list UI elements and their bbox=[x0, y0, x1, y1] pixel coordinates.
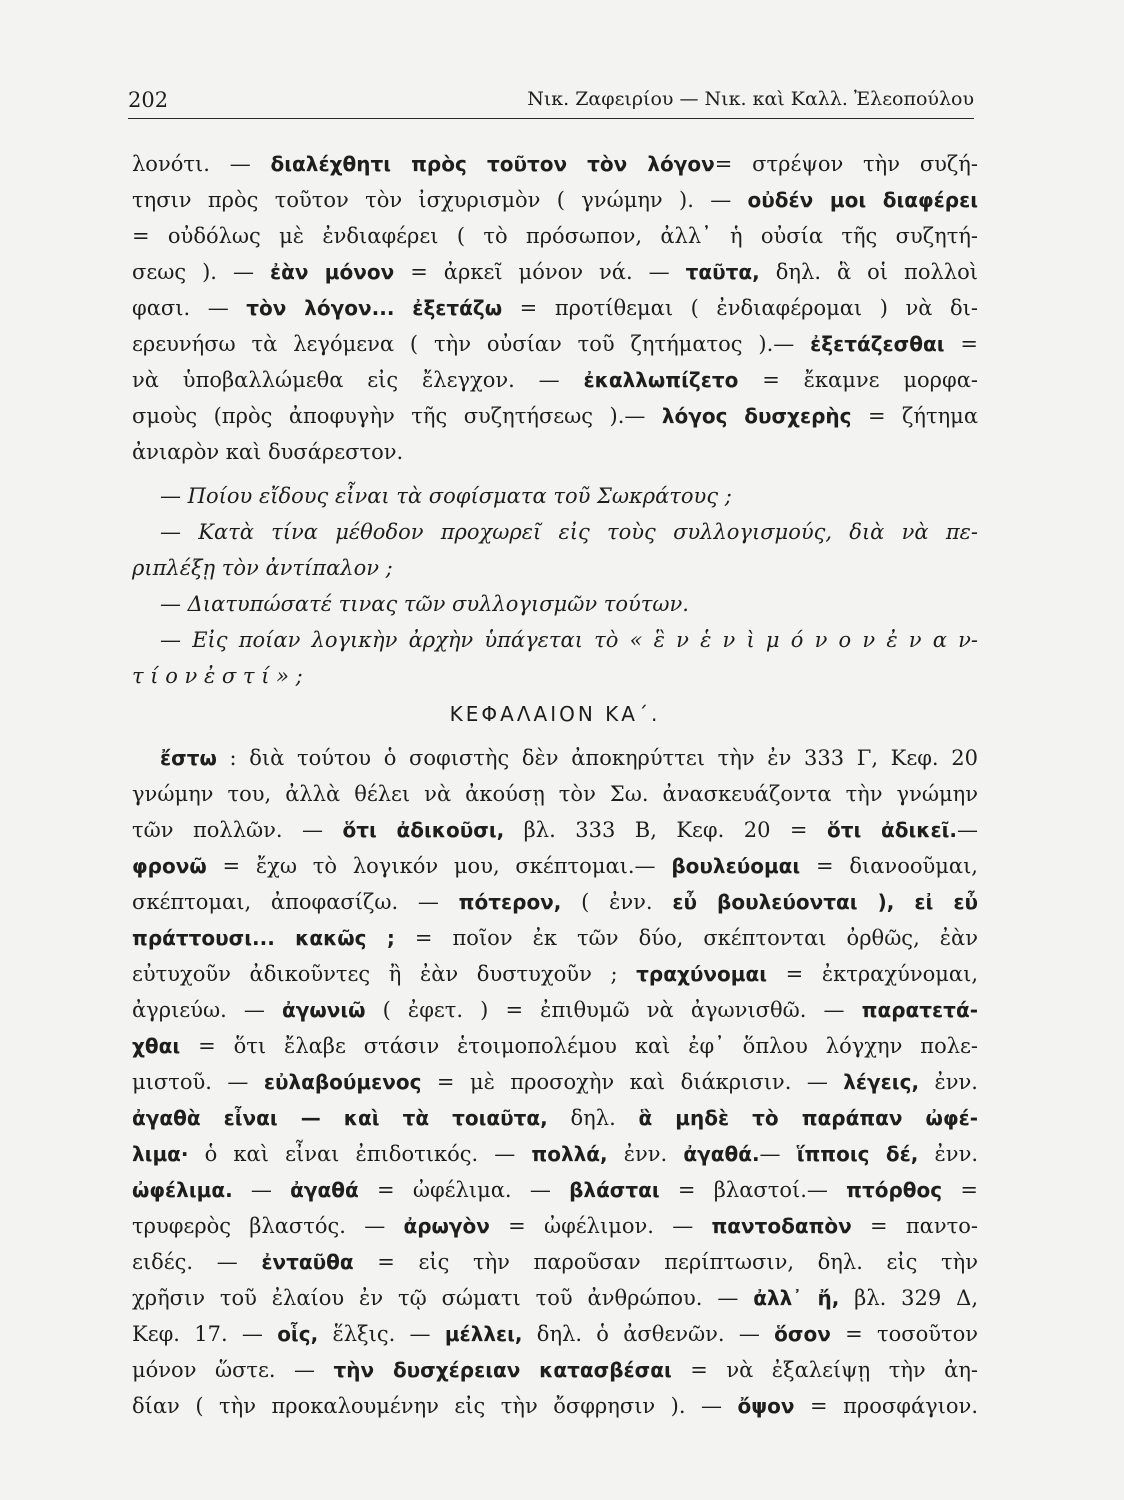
headword: ἀγαθὰ εἶναι — καὶ τὰ τοιαῦτα, bbox=[132, 1106, 548, 1130]
text-line: εὐτυχοῦν ἀδικοῦντες ἢ ἐὰν δυστυχοῦν ; τραχύνομαι = ἐκτραχύνομαι, bbox=[132, 962, 979, 986]
headword: πολλά, bbox=[531, 1142, 608, 1166]
headword: λέγεις, bbox=[843, 1070, 920, 1094]
text-line: χθαι = ὅτι ἔλαβε στάσιν ἑτοιμοπολέμου καὶ ἐφ᾽ ὅπλου λόγχην πολε- bbox=[132, 1034, 978, 1058]
headword: ἔστω bbox=[160, 746, 217, 770]
text-line: μιστοῦ. — εὐλαβούμενος = μὲ προσοχὴν καὶ διάκρισιν. — λέγεις, ἐνν. bbox=[132, 1070, 978, 1094]
text-line: ειδές. — ἐνταῦθα = εἰς τὴν παροῦσαν περίπτωσιν, δηλ. εἰς τὴν bbox=[132, 1250, 978, 1274]
headword: τραχύνομαι bbox=[636, 962, 767, 986]
headword: ἀρωγὸν bbox=[403, 1214, 490, 1238]
running-head: Νικ. Ζαφειρίου — Νικ. καὶ Καλλ. Ἐλεοπούλου bbox=[527, 88, 974, 110]
headword: ἀγαθά. bbox=[683, 1142, 760, 1166]
text-line: ριπλέξῃ τὸν ἀντίπαλον ; bbox=[132, 556, 393, 580]
text-line: ὠφέλιμα. — ἀγαθά = ὠφέλιμα. — βλάσται = βλαστοί.— πτόρθος = bbox=[132, 1178, 978, 1202]
text-line: λιμα· ὁ καὶ εἶναι ἐπιδοτικός. — πολλά, ἐνν. ἀγαθά.— ἵπποις δέ, ἐνν. bbox=[132, 1142, 979, 1166]
headword: ἐὰν μόνον bbox=[269, 260, 395, 284]
headword: ἀγαθά bbox=[290, 1178, 359, 1202]
headword: οἷς, bbox=[277, 1322, 319, 1346]
text-line: τῶν πολλῶν. — ὅτι ἀδικοῦσι, βλ. 333 Β, Κεφ. 20 = ὅτι ἀδικεῖ.— bbox=[132, 818, 978, 842]
chapter-heading: ΚΕΦΑΛΑΙΟΝ ΚΑ΄. bbox=[449, 702, 661, 726]
text-line: Κεφ. 17. — οἷς, ἕλξις. — μέλλει, δηλ. ὁ ἀσθενῶν. — ὅσον = τοσοῦτον bbox=[132, 1322, 979, 1346]
headword: ὅτι ἀδικεῖ. bbox=[826, 818, 957, 842]
headword: διαλέχθητι πρὸς τοῦτον τὸν λόγον bbox=[270, 152, 715, 176]
text-line: μόνον ὥστε. — τὴν δυσχέρειαν κατασβέσαι = νὰ ἐξαλείψῃ τὴν ἀη- bbox=[132, 1358, 979, 1382]
headword: ταῦτα, bbox=[685, 260, 760, 284]
text-line: δίαν ( τὴν προκαλουμένην εἰς τὴν ὄσφρησιν ). — ὄψον = προσφάγιον. bbox=[132, 1394, 978, 1418]
text-line: σεως ). — ἐὰν μόνον = ἀρκεῖ μόνον νά. — ταῦτα, δηλ. ἃ οἱ πολλοὶ bbox=[132, 260, 978, 284]
headword: παρατετά- bbox=[861, 998, 978, 1022]
text-line: τ ί ο ν ἐ σ τ ί » ; bbox=[132, 664, 303, 688]
text-line: ἀγαθὰ εἶναι — καὶ τὰ τοιαῦτα, δηλ. ἃ μηδὲ τὸ παράπαν ὠφέ- bbox=[132, 1106, 979, 1130]
headword: ἐξετάζεσθαι bbox=[810, 332, 945, 356]
headword: φρονῶ bbox=[132, 854, 207, 878]
headword: ὅσον bbox=[774, 1322, 831, 1346]
headword: τὸν λόγον... ἐξετάζω bbox=[246, 296, 503, 320]
text-line: — Διατυπώσατέ τινας τῶν συλλογισμῶν τούτων. bbox=[160, 592, 689, 616]
text-line: φρονῶ = ἔχω τὸ λογικόν μου, σκέπτομαι.— βουλεύομαι = διανοοῦμαι, bbox=[132, 854, 978, 878]
headword: ὅτι ἀδικοῦσι, bbox=[342, 818, 505, 842]
text-line: λονότι. — διαλέχθητι πρὸς τοῦτον τὸν λόγον= στρέψον τὴν συζή- bbox=[132, 152, 978, 176]
text-line: — Ποίου εἴδους εἶναι τὰ σοφίσματα τοῦ Σωκράτους ; bbox=[160, 484, 732, 508]
text-line: πράττουσι... κακῶς ; = ποῖον ἐκ τῶν δύο, σκέπτονται ὀρθῶς, ἐὰν bbox=[132, 926, 978, 950]
text-line: γνώμην του, ἀλλὰ θέλει νὰ ἀκούσῃ τὸν Σω. ἀνασκευάζοντα τὴν γνώμην bbox=[132, 782, 978, 806]
text-line: ἀνιαρὸν καὶ δυσάρεστον. bbox=[132, 440, 404, 464]
text-line: ερευνήσω τὰ λεγόμενα ( τὴν οὐσίαν τοῦ ζητήματος ).— ἐξετάζεσθαι = bbox=[132, 332, 978, 356]
text-line: σμοὺς (πρὸς ἀποφυγὴν τῆς συζητήσεως ).— λόγος δυσχερὴς = ζήτημα bbox=[132, 404, 979, 428]
headword: ἀγωνιῶ bbox=[281, 998, 366, 1022]
headword: βουλεύομαι bbox=[671, 854, 801, 878]
page-number: 202 bbox=[128, 88, 169, 112]
headword: πράττουσι... κακῶς ; bbox=[132, 926, 395, 950]
headword: παντοδαπὸν bbox=[711, 1214, 852, 1238]
headword: βλάσται bbox=[569, 1178, 660, 1202]
text-line: — Εἰς ποίαν λογικὴν ἀρχὴν ὑπάγεται τὸ « ἓ ν ἑ ν ὶ μ ό ν ο ν ἐ ν α ν- bbox=[160, 628, 978, 652]
text-line: τησιν πρὸς τοῦτον τὸν ἰσχυρισμὸν ( γνώμην ). — οὐδέν μοι διαφέρει bbox=[132, 188, 978, 212]
headword: μέλλει, bbox=[444, 1322, 523, 1346]
headword: πτόρθος bbox=[846, 1178, 943, 1202]
text-line: φασι. — τὸν λόγον... ἐξετάζω = προτίθεμαι ( ἐνδιαφέρομαι ) νὰ δι- bbox=[132, 296, 978, 320]
headword: οὐδέν μοι διαφέρει bbox=[747, 188, 978, 212]
text-line: νὰ ὑποβαλλώμεθα εἰς ἔλεγχον. — ἐκαλλωπίζετο = ἔκαμνε μορφα- bbox=[132, 368, 978, 392]
text-line: σκέπτομαι, ἀποφασίζω. — πότερον, ( ἐνν. εὖ βουλεύονται ), εἰ εὖ bbox=[132, 890, 978, 914]
headword: ἐνταῦθα bbox=[261, 1250, 354, 1274]
headword: πότερον, bbox=[458, 890, 562, 914]
page-header bbox=[128, 82, 974, 119]
text-line: — Κατὰ τίνα μέθοδον προχωρεῖ εἰς τοὺς συλλογισμούς, διὰ νὰ πε- bbox=[160, 520, 978, 544]
headword: χθαι bbox=[132, 1034, 181, 1058]
headword: λιμα· bbox=[132, 1142, 189, 1166]
headword: ἀλλ᾽ ἤ, bbox=[753, 1286, 840, 1310]
headword: λόγος δυσχερὴς bbox=[661, 404, 852, 428]
headword: ὄψον bbox=[737, 1394, 795, 1418]
headword: ἃ μηδὲ τὸ παράπαν ὠφέ- bbox=[638, 1106, 979, 1130]
text-line: τρυφερὸς βλαστός. — ἀρωγὸν = ὠφέλιμον. — παντοδαπὸν = παντο- bbox=[132, 1214, 978, 1238]
text-line: = οὐδόλως μὲ ἐνδιαφέρει ( τὸ πρόσωπον, ἀλλ᾽ ἡ οὐσία τῆς συζητή- bbox=[132, 224, 978, 248]
text-line: χρῆσιν τοῦ ἐλαίου ἐν τῷ σώματι τοῦ ἀνθρώπου. — ἀλλ᾽ ἤ, βλ. 329 Δ, bbox=[132, 1286, 978, 1310]
headword: ὠφέλιμα. bbox=[132, 1178, 233, 1202]
text-line: ἔστω : διὰ τούτου ὁ σοφιστὴς δὲν ἀποκηρύττει τὴν ἐν 333 Γ, Κεφ. 20 bbox=[160, 746, 978, 770]
headword: εὖ βουλεύονται ), εἰ εὖ bbox=[672, 890, 978, 914]
headword: εὐλαβούμενος bbox=[263, 1070, 422, 1094]
headword: ἐκαλλωπίζετο bbox=[583, 368, 739, 392]
text-line: ἀγριεύω. — ἀγωνιῶ ( ἐφετ. ) = ἐπιθυμῶ νὰ ἀγωνισθῶ. — παρατετά- bbox=[132, 998, 978, 1022]
headword: τὴν δυσχέρειαν κατασβέσαι bbox=[333, 1358, 672, 1382]
headword: ἵπποις δέ, bbox=[796, 1142, 919, 1166]
